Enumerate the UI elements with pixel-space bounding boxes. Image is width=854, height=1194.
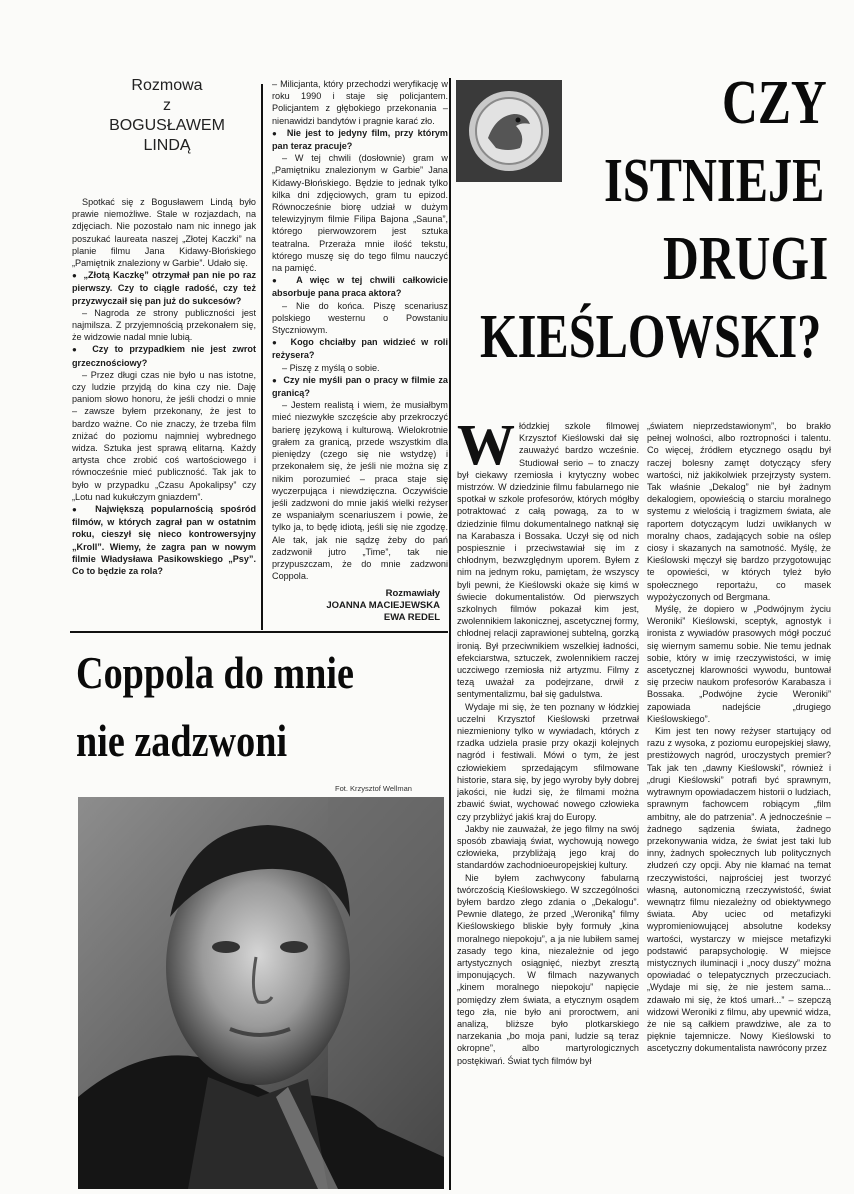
headline-coppola-line2: nie zadzwoni bbox=[76, 715, 288, 766]
interview-column-1 bbox=[72, 196, 256, 632]
article-paragraph-intro: łódzkiej szkole filmowej Krzysztof Kieślowski dał się zauważyć bardzo wcześnie. Studiował serio – to znaczy był ciekawy rzemiosła i krytyczny wobec mistrzów. W dziedzinie filmu fabularnego nie spotkał w szkole profesorów, których mógłby potraktować z całą powagą, za to w dziedzinie filmu dokumentalnego natknął się na Karabasza i Bossaka. Uczył się od nich pospiesznie i przeciwstawiał się im z chłodnym, bezwzględnym uporem. Byłem z nim na jednym roku, pamiętam, że wszyscy byli pewni, że Kieślowski okaże się kimś w świecie dokumentalistów. Od pierwszych szkolnych filmów pokazał kim jest, zwolennikiem lakonicznej, ascetycznej formy, chłodnej relacji zaprawionej subtelną, gorzką ironią. Był przeciwnikiem wszelkiej ładności, efekciarstwa, sztuczek, zwolennikiem raczej uczciwego rzemiosła niż artyzmu. Filmy z tezą uważał za podejrzane, drwił z sentymentalizmu, bał się gadulstwa. bbox=[457, 421, 639, 700]
signoff-author-1: JOANNA MACIEJEWSKA bbox=[326, 600, 440, 611]
portrait-photo bbox=[78, 797, 444, 1189]
article-paragraph: Nie byłem zachwycony fabularną twórczością Kieślowskiego. W szczególności byłem bardzo złego zdania o „Dekalogu”. Pewnie dlatego, że przed „Weroniką” filmy Kieślowskiego bliskie były formuły „kina moralnego niepokoju”, a ja nie lubiłem samej zasady tego kina, niezależnie od jego artystycznych osiągnięć, niezbyt zresztą imponujących. W filmach nazywanych „kinem moralnego niepokoju” napięcie pomiędzy złem świata, a etycznym osądem tego zła, nie było ani proroctwem, ani analizą, bliższe było plotkarskiego narzekania „bo moja pani, ludzie są teraz okropne”, albo martyrologicznych postękiwań. Świat tych filmów był bbox=[457, 872, 639, 1066]
interview-heading-line4: LINDĄ bbox=[143, 137, 191, 154]
article-paragraph: Kim jest ten nowy reżyser startujący od razu z wysoka, z poziomu europejskiej sławy, prestiżowych nagród, uroczystych premier? Tak jak ten „dawny Kieślowski”, również i „drugi Kieślowski” potrafi być sprawnym, wytrawnym opowiadaczem historii o ludziach, sprawnym fachowcem robiącym „film ambitny, ale do patrzenia”. A jednocześnie – żadnego sądzenia świata, żadnego przekonywania widza, że świat jest taki lub inny, żadnych społecznych lub politycznych złudzeń czy opcji. Aby nie kłamać na temat rzeczywistości, najprościej jest tworzyć własną, autonomiczną rzeczywistość, świat wewnątrz filmu niezależny od obiektywnego świata. Aby uciec od metafizyki wypromieniowującej absolutne kodeksy wartości, wystarczy w miejsce metafizyki podstawić parapsychologię. W miejsce mistycznych iluminacji i „nocy duszy” można opowiadać o telepatycznych przeczuciach. „Wydaje mi się, że nie jestem sama... zdawało mi się, że ktoś umarł...” – szepczą widzowi Weroniki z filmu, aby upewnić widza, że nie są całkiem prawdziwe, ale za to pięknie tajemnicze. Nowy Kieślowski to ascetyczny dokumentalista nawrócony przez bbox=[647, 726, 831, 1054]
interview-question: ● Czy nie myśli pan o pracy w filmie za granicą? bbox=[272, 374, 448, 399]
headline-right-line3: DRUGI bbox=[663, 225, 829, 293]
column-divider-1 bbox=[261, 84, 263, 630]
headline-right-line2: ISTNIEJE bbox=[604, 147, 825, 215]
interview-heading-line1: Rozmowa bbox=[131, 77, 203, 94]
interview-column-2 bbox=[272, 78, 448, 588]
signoff-label: Rozmawiały bbox=[385, 588, 440, 599]
interview-question: ● Największą popularnością spośród filmów, w których zagrał pan w ostatnim roku, cieszył się nieco kontrowersyjny „Kroll”. Wiemy, że zagra pan w nowym filmie Władysława Pasikowskiego „Psy”. Co to będzie za rola? bbox=[72, 503, 256, 577]
interview-answer: Spotkać się z Bogusławem Lindą było prawie niemożliwe. Stale w rozjazdach, na zdjęciach. Nie pozostało nam nic innego jak poszukać laureata naszej „Złotej Kaczki” na planie filmu Jana Kidawy-Błońskiego „Pamiętnik znaleziony w Garbie”. Udało się. bbox=[72, 197, 256, 269]
interview-answer: – Nagroda ze strony publiczności jest najmilsza. Z przyjemnością przekonałem się, że widzowie nadal mnie lubią. bbox=[72, 307, 256, 343]
article-paragraph: Jakby nie zauważał, że jego filmy na swój sposób zbawiają świat, wychowują nowego człowieka, przybliżają jego kraj do standardów zachodnioeuropejskiej kultury. bbox=[457, 823, 639, 871]
headline-right-line4: KIEŚLOWSKI? bbox=[480, 303, 822, 371]
signoff-author-2: EWA REDEL bbox=[383, 612, 440, 623]
article-column-1-body bbox=[457, 701, 639, 1067]
article-column-1 bbox=[457, 420, 639, 1190]
article-column-2 bbox=[647, 420, 831, 1190]
medallion-graphic bbox=[456, 80, 562, 182]
interview-answer: – Milicjanta, który przechodzi weryfikację w roku 1990 i staje się policjantem. Policjantem z głębokiego przekonania – nienawidzi bandytów i pragnie karać zło. bbox=[272, 79, 448, 126]
interview-answer: – W tej chwili (dosłownie) gram w „Pamiętniku znalezionym w Garbie” Jana Kidawy-Błońskiego. Będzie to jednak tylko kilka dni zdjęciowych, gram tu epizod. Równocześnie biorę udział w dużym telewizyjnym filmie Filipa Bajona „Sauna”, którego pierwowzorem jest sztuka teatralna. Przeraża mnie ilość tekstu, którego muszę się do tego filmu nauczyć na pamięć. bbox=[272, 153, 448, 274]
interview-heading-line3: BOGUSŁAWEM bbox=[109, 117, 225, 134]
article-paragraph: Myślę, że dopiero w „Podwójnym życiu Weroniki” Kieślowski, sceptyk, agnostyk i ironista z wywiadów prasowych mógł poczuć się wiernym samemu sobie. Nie temu jednak sobie, który w imię rzeczywistości, w imię ascetycznej klarowności wywodu, buntował się przeciw naukom profesorów Karabasza i Bossaka. „Podwójne życie Weroniki” zapowiada nadejście „drugiego Kieślowskiego”. bbox=[647, 604, 831, 724]
article-paragraph: „światem nieprzedstawionym”, bo brakło pełnej wolności, albo roztropności i talentu. Co więcej, źródłem etycznego osądu był raczej bolesny zamęt dotyczący sfery wartości, niż jakikolwiek przejrzysty system. Tak właśnie „Dekalog” nie był żadnym dekalogiem, opowieścią o starciu moralnego systemu z wielością i tragizmem świata, ale raportem dotyczącym ludzi uwikłanych w moralny chaos, zadających sobie na oślep ciosy i skazanych na samotność. Myślę, że Kieślowski męczył się bardzo przygotowując te opowieści, w których tyleż było społecznego reportażu, co masek wypożyczonych od Bergmana. bbox=[647, 421, 831, 602]
headline-coppola-line1: Coppola do mnie bbox=[76, 647, 354, 698]
interview-answer: – Przez długi czas nie było u nas istotne, czy ludzie przyjdą do kina czy nie. Daję paniom słowo honoru, że jeśli chodzi o mnie – zawsze byłem przekonany, że jest to bardzo ważne. Co nie znaczy, że trzeba film zniżać do poziomu najmniej wybrednego widza. Sztuka jest sprawą elitarną. Każdy artysta chce zrobić coś wartościowego i równocześnie mieć publiczność. Tak jak to było w przypadku „Czasu Apokalipsy” czy „Lotu nad kukułczym gniazdem”. bbox=[72, 369, 256, 502]
photo-credit: Fot. Krzysztof Wellman bbox=[335, 784, 412, 793]
headline-right-line1: CZY bbox=[722, 69, 827, 137]
interview-question: ● Czy to przypadkiem nie jest zwrot grzecznościowy? bbox=[72, 343, 256, 368]
interview-question: ● A więc w tej chwili całkowicie absorbuje pana praca aktora? bbox=[272, 274, 448, 299]
interview-question: ● Kogo chciałby pan widzieć w roli reżysera? bbox=[272, 336, 448, 361]
interview-question: ● Nie jest to jedyny film, przy którym pan teraz pracuje? bbox=[272, 127, 448, 152]
interview-bottom-rule bbox=[70, 631, 448, 633]
article-paragraph: Wydaje mi się, że ten poznany w łódzkiej uczelni Krzysztof Kieślowski przetrwał niezmieniony tylko w wywiadach, których z rzadka udziela prasie przy okazji kolejnych nagród i festiwali. Mówi o tym, że jest człowiekiem sprzedającym sfilmowane historie, stara się, by jego wyroby były dobrej jakości, nie łudzi się, że filmami można zbawić świat, wychować nowego człowieka czy przybliżyć jakiś kraj do Europy. bbox=[457, 701, 639, 822]
interview-answer: – Piszę z myślą o sobie. bbox=[282, 362, 380, 373]
interview-heading-line2: z bbox=[163, 97, 171, 114]
portrait-photo-image bbox=[78, 797, 444, 1189]
interview-question: ● „Złotą Kaczkę” otrzymał pan nie po raz pierwszy. Czy to ciągle radość, czy też przyzwyczaił się pan już do sukcesów? bbox=[72, 269, 256, 307]
interview-answer: – Nie do końca. Piszę scenariusz polskiego westernu o Powstaniu Styczniowym. bbox=[272, 300, 448, 336]
interview-heading bbox=[72, 76, 262, 156]
section-divider bbox=[449, 78, 451, 1190]
interview-answer: – Jestem realistą i wiem, że musiałbym mieć niezwykłe szczęście aby przekroczyć barierę językową i kulturową. Wielokrotnie grałem za granicą, przede wszystkim dla pieniędzy (czego się nie wstydzę) i przekonałem się, że jeśli nie można się z nikim porozumieć – praca staje się wyczerpująca i niewdzięczna. Oczywiście jeśli zadzwoni do mnie jakiś wielki reżyser ze wspaniałym scenariuszem i powie, że tylko ja, to będę idiotą, jeśli się nie zgodzę. Ale tak, jak nie sądzę żeby do pań zadzwonił jutro „Time”, tak nie przypuszczam, że do mnie zadzwoni Coppola. bbox=[272, 400, 448, 582]
bird-medallion-image bbox=[456, 80, 562, 182]
interview-signoff bbox=[272, 588, 440, 628]
drop-cap: W bbox=[457, 420, 515, 477]
